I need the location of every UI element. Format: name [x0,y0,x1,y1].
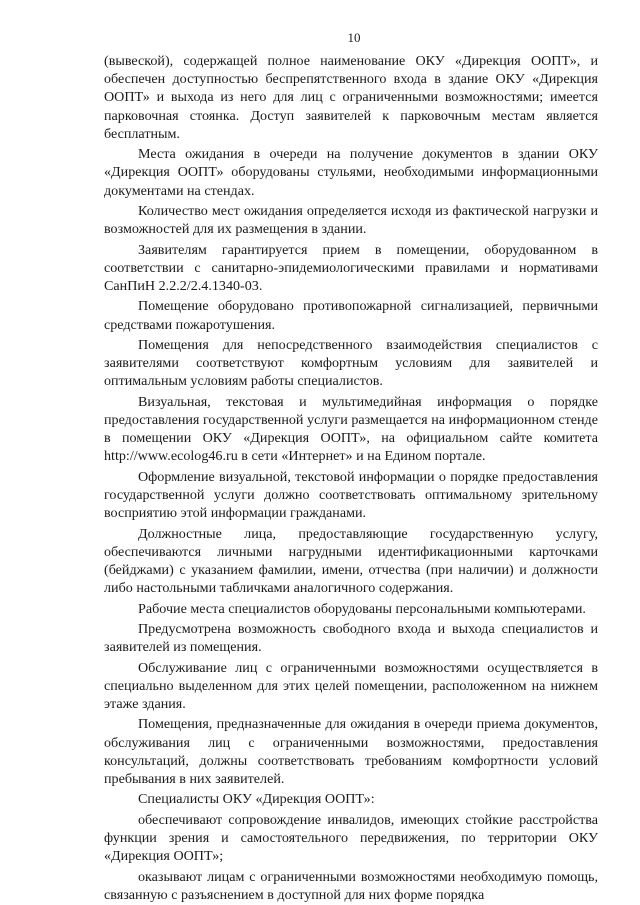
paragraph: Помещения для непосредственного взаимодействия специалистов с заявителями соответствуют комфортным условиям для заявителей и оптимальным условиям работы специалистов. [104,336,598,390]
paragraph: Визуальная, текстовая и мультимедийная информация о порядке предоставления государственной услуги размещается на информационном стенде в помещении ОКУ «Дирекция ООПТ», на официальном сайте комитета http://www.ecolog46.ru в сети «Интернет» и на Едином портале. [104,393,598,465]
paragraph: Оформление визуальной, текстовой информации о порядке предоставления государственной услуги должно соответствовать оптимальному зрительному восприятию этой информации гражданами. [104,468,598,522]
paragraph: Помещения, предназначенные для ожидания в очереди приема документов, обслуживания лиц с ограниченными возможностями, предоставления консультаций, должны соответствовать требованиям комфортности условий пребывания в них заявителей. [104,716,598,787]
paragraph: Должностные лица, предоставляющие государственную услугу, обеспечиваются личными нагрудными идентификационными карточками (бейджами) с указанием фамилии, имени, отчества (при наличии) и должности либо настольными табличками аналогичного содержания. [104,525,598,597]
paragraph: Обслуживание лиц с ограниченными возможностями осуществляется в специально выделенном для этих целей помещении, расположенном на нижнем этаже здания. [104,659,598,712]
page-number: 10 [347,30,361,45]
paragraph: Помещение оборудовано противопожарной сигнализацией, первичными средствами пожаротушения. [104,298,598,333]
paragraph: Заявителям гарантируется прием в помещении, оборудованном в соответствии с санитарно-эпидемиологическими правилами и нормативами СанПиН 2.2.2/2.4.1340-03. [104,241,598,294]
paragraph: (вывеской), содержащей полное наименование ОКУ «Дирекция ООПТ», и обеспечен доступностью беспрепятственного входа в здание ОКУ «Дирекция ООПТ» и выхода из него для лиц с ограниченными возможностями; имеется парковочная стоянка. Доступ заявителей к парковочным местам является бесплатным. [104,53,598,142]
paragraph: оказывают лицам с ограниченными возможностями необходимую помощь, связанную с разъяснением в доступной для них форме порядка [104,868,598,903]
paragraph: Предусмотрена возможность свободного входа и выхода специалистов и заявителей из помещения. [104,620,598,656]
document-body [104,52,598,904]
paragraph: Рабочие места специалистов оборудованы персональными компьютерами. [138,600,586,617]
paragraph: Места ожидания в очереди на получение документов в здании ОКУ «Дирекция ООПТ» оборудованы стульями, необходимыми информационными документами на стендах. [104,146,598,199]
paragraph: Специалисты ОКУ «Дирекция ООПТ»: [138,791,375,808]
paragraph: обеспечивают сопровождение инвалидов, имеющих стойкие расстройства функции зрения и самостоятельного передвижения, по территории ОКУ «Дирекция ООПТ»; [104,811,598,865]
paragraph: Количество мест ожидания определяется исходя из фактической нагрузки и возможностей для их размещения в здании. [104,203,598,238]
